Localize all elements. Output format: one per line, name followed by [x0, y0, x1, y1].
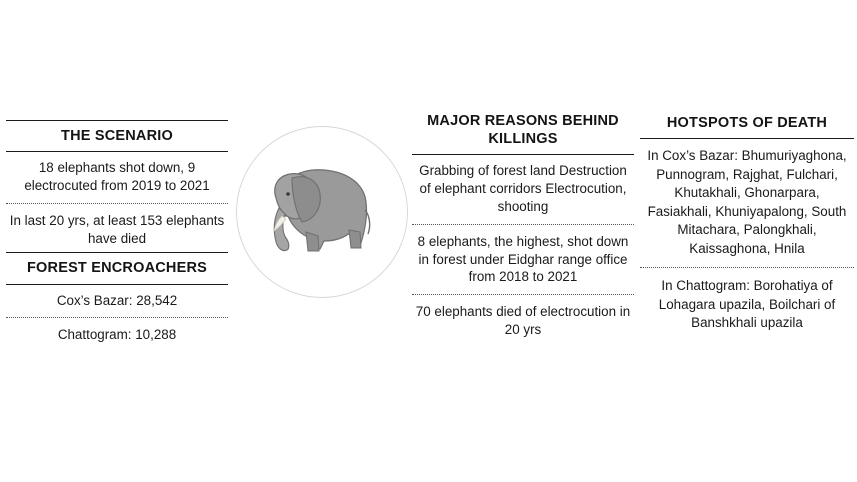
- divider-rule: [640, 138, 854, 139]
- column-the-scenario: [6, 118, 228, 347]
- fact-item: 70 elephants died of electrocution in 20 yrs: [415, 304, 631, 338]
- section-title-forest-encroachers: FOREST ENCROACHERS: [26, 260, 208, 277]
- section-title-hotspots: HOTSPOTS OF DEATH: [666, 115, 828, 131]
- divider-dotted: [640, 267, 854, 268]
- section-title-the-scenario: THE SCENARIO: [61, 128, 173, 144]
- divider-rule: [6, 120, 228, 121]
- fact-item: In Cox’s Bazar: Bhumuriyaghona, Punnogram, Rajghat, Fulchari, Khutakhali, Ghonarpara, Fasiakhali, Khuniyapalong, South Mitachara, Palongkhali, Kaissaghona, Hnila: [647, 148, 847, 256]
- elephant-illustration-icon: [248, 152, 398, 272]
- fact-item: In Chattogram: Borohatiya of Lohagara upazila, Boilchari of Banshkhali upazila: [658, 278, 836, 331]
- fact-item: 18 elephants shot down, 9 electrocuted from 2019 to 2021: [24, 160, 210, 193]
- fact-item: Chattogram: 10,288: [57, 327, 177, 343]
- divider-rule: [6, 284, 228, 285]
- divider-dotted: [6, 203, 228, 204]
- divider-dotted: [6, 317, 228, 318]
- column-major-reasons: [412, 110, 634, 342]
- elephant-circle: [236, 126, 408, 298]
- fact-item: Grabbing of forest land Destruction of elephant corridors Electrocution, shooting: [419, 163, 627, 214]
- fact-item: 8 elephants, the highest, shot down in forest under Eidghar range office from 2018 to 2021: [417, 233, 629, 285]
- fact-item: In last 20 yrs, at least 153 elephants have died: [9, 212, 225, 246]
- divider-rule: [412, 154, 634, 155]
- section-title-major-reasons: MAJOR REASONS BEHIND KILLINGS: [427, 113, 619, 148]
- divider-dotted: [412, 294, 634, 295]
- fact-item: Cox’s Bazar: 28,542: [56, 292, 178, 308]
- divider-rule: [6, 252, 228, 253]
- divider-dotted: [412, 224, 634, 225]
- column-hotspots-of-death: [640, 112, 854, 337]
- divider-rule: [6, 151, 228, 152]
